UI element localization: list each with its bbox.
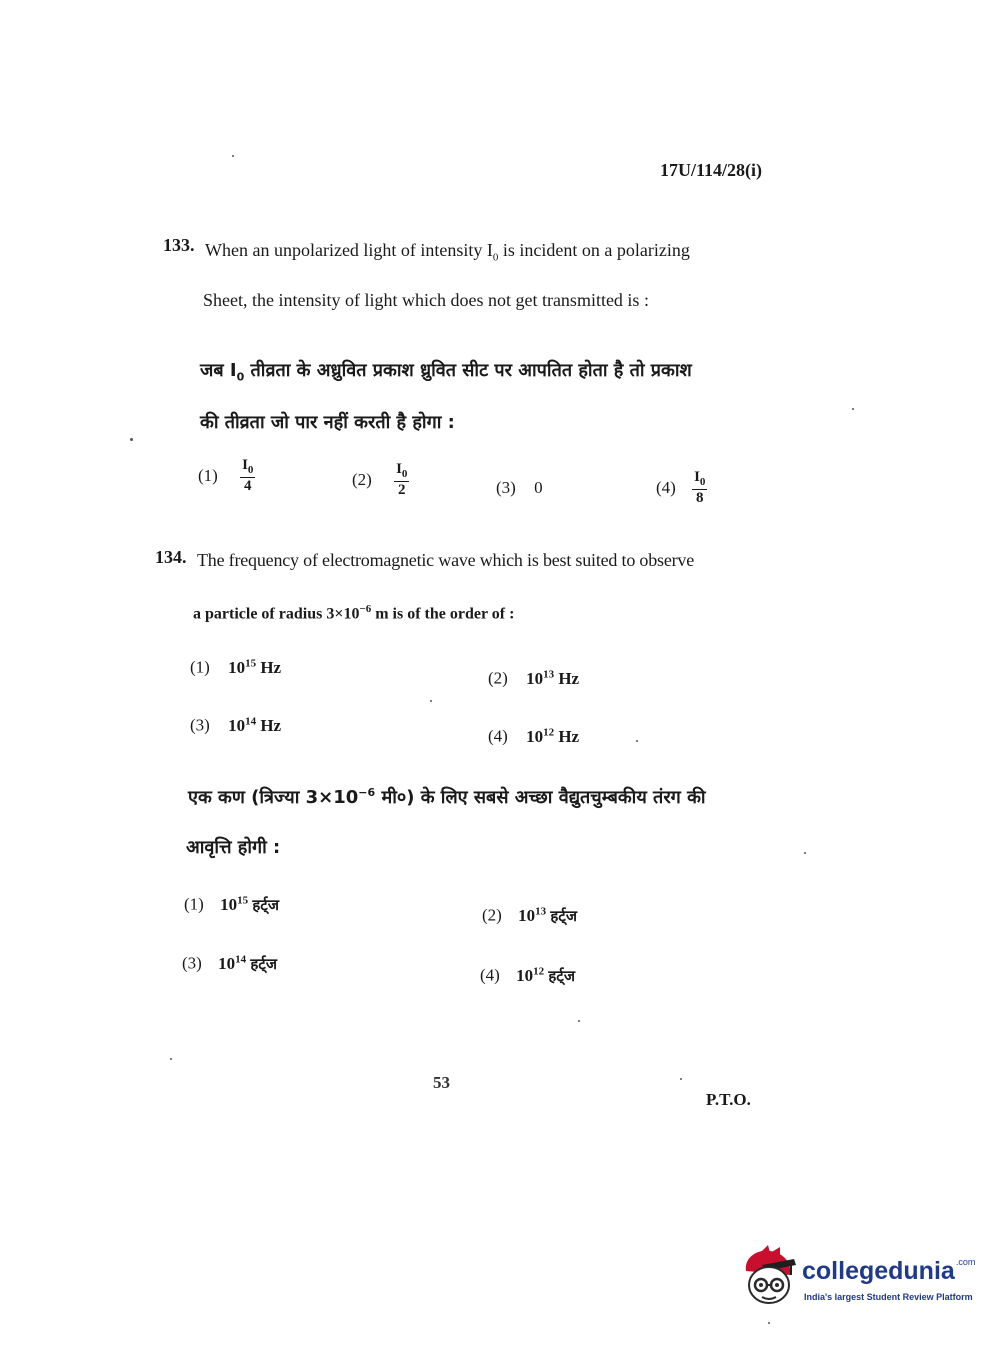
pto-label: P.T.O. (706, 1090, 751, 1109)
q133-hi-line1: जब $I_0$ तीव्रता के अध्रुवित प्रकाश ध्रुवित सीट पर आपतित होता है तो प्रकाश (200, 360, 692, 384)
q134-en-line2: a particle of radius $3\times 10^{-6}$ m is of the order of : (193, 603, 515, 623)
scan-speck (680, 1078, 682, 1080)
q134-en-option-3: (3) $10^{14}$ Hz (190, 715, 282, 735)
logo-tagline: India's largest Student Review Platform (804, 1292, 973, 1302)
scan-speck (170, 1058, 172, 1060)
q134-hi-line2: आवृत्ति होगी : (186, 837, 281, 858)
q133-hi-line2: की तीव्रता जो पार नहीं करती है होगा : (200, 412, 455, 433)
q134-en-option-4: (4) $10^{12}$ Hz (488, 726, 580, 746)
scan-speck (130, 438, 133, 441)
scan-speck (636, 740, 638, 742)
logo-wordmark: collegedunia$^{.com}$ (802, 1257, 976, 1285)
q134-hi-option-4: (4) $10^{12}$ हर्ट्ज (480, 965, 575, 985)
q134-en-option-1: (1) $10^{15}$ Hz (190, 657, 282, 677)
q133-en-line1: When an unpolarized light of intensity $I_0$ is incident on a polarizing (205, 240, 690, 264)
scan-speck (232, 155, 234, 157)
q133-option-2: (2) $\frac{I_0}{2}$ (352, 461, 408, 498)
scan-speck (804, 852, 806, 854)
paper-code: 17U/114/28(i) (660, 160, 762, 180)
scan-speck (430, 700, 432, 702)
mascot-icon (740, 1245, 798, 1307)
scan-speck (578, 1020, 580, 1022)
q134-en-line1: The frequency of electromagnetic wave which is best suited to observe (197, 550, 695, 570)
q133-option-1: (1) $\frac{I_0}{4}$ (198, 457, 254, 494)
q134-hi-option-2: (2) $10^{13}$ हर्ट्ज (482, 905, 577, 925)
q133-number: 133. (163, 235, 195, 255)
q133-option-3: (3) 0 (496, 478, 543, 497)
scan-speck (852, 408, 854, 410)
q133-en-line2: Sheet, the intensity of light which does not get transmitted is : (203, 290, 649, 310)
q134-hi-option-3: (3) $10^{14}$ हर्ट्ज (182, 953, 277, 973)
q134-en-option-2: (2) $10^{13}$ Hz (488, 668, 580, 688)
q134-number: 134. (155, 547, 187, 567)
page-number: 53 (433, 1073, 450, 1092)
q134-hi-line1: एक कण (त्रिज्या $3\times 10^{-6}$ मी०) के लिए सबसे अच्छा वैद्युतचुम्बकीय तंरग की (188, 786, 706, 808)
collegedunia-logo (740, 1245, 976, 1315)
q133-option-4: (4) $\frac{I_0}{8}$ (656, 469, 706, 506)
q134-hi-option-1: (1) $10^{15}$ हर्ट्ज (184, 894, 279, 914)
scan-speck (768, 1322, 770, 1324)
